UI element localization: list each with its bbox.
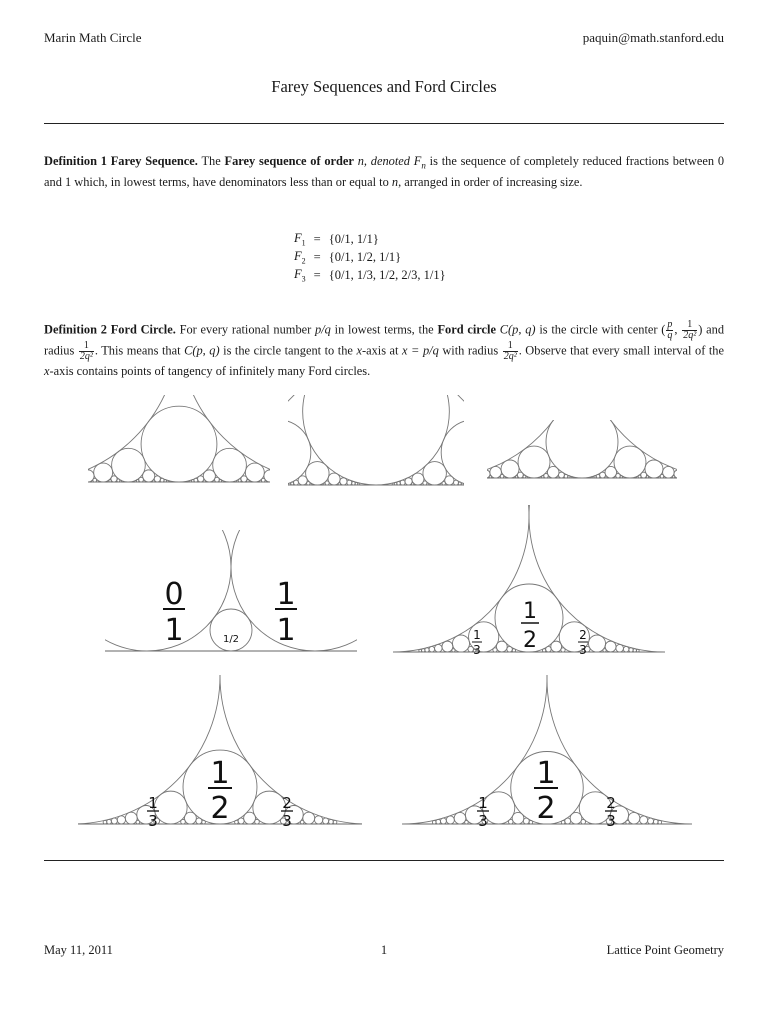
def1-symbol: F [413, 154, 422, 168]
def2-text: and radius [44, 322, 725, 358]
ford-circle [561, 648, 565, 652]
label-numerator: 0 [164, 577, 184, 612]
def2-text: . Observe that every small interval of the [518, 343, 724, 358]
def2-math: x [356, 343, 362, 358]
label-denominator: 1 [164, 613, 184, 648]
ford-circle [419, 649, 422, 652]
ford-circle [565, 818, 571, 824]
ford-circle [160, 478, 164, 482]
eq-lhs: F [294, 230, 302, 245]
ford-circle [108, 481, 109, 482]
def1-text: The [201, 154, 221, 168]
fraction-1-2 [208, 756, 232, 826]
def2-math: p/q [315, 322, 331, 337]
page-number: 1 [380, 943, 388, 957]
ford-circle [633, 649, 636, 652]
ford-circle [185, 812, 197, 824]
ford-circle-figures [0, 390, 768, 850]
eq-rhs: {0/1, 1/2, 1/1} [328, 249, 402, 264]
def2-text: -axis at [361, 343, 399, 358]
eq-sign: = [313, 267, 321, 282]
ford-circle [548, 476, 550, 478]
ford-circle [636, 649, 639, 652]
ford-circle [442, 641, 453, 652]
ford-circle [551, 641, 562, 652]
def2-text: For every rational number [179, 322, 312, 337]
ford-circle [238, 818, 244, 824]
def2-math: C(p, q) [499, 322, 536, 337]
def2-math: C(p, q) [184, 343, 220, 358]
ford-circle [143, 480, 145, 482]
svg-text:3: 3 [282, 812, 292, 830]
ford-circle [392, 483, 394, 485]
def2-text: in lowest terms, the [334, 322, 434, 337]
ford-circle [628, 812, 640, 824]
ford-circle [591, 477, 592, 478]
def2-label: Definition 2 Ford Circle. [44, 322, 176, 337]
ford-circle [517, 472, 523, 478]
ford-circle [181, 819, 186, 824]
ford-circle [581, 819, 586, 824]
ford-circle [300, 820, 304, 824]
ford-circle [422, 649, 425, 652]
fraction-1-3 [472, 628, 482, 657]
ford-circle [489, 476, 491, 478]
ford-circle [188, 481, 189, 482]
ford-circle [514, 477, 515, 478]
svg-text:2: 2 [282, 794, 292, 812]
label-numerator: 1 [536, 756, 556, 791]
ford-circle [512, 812, 524, 824]
eq-sub: 3 [301, 274, 306, 284]
ford-circle [120, 480, 122, 482]
ford-circle [454, 812, 466, 824]
ford-circle [241, 476, 247, 482]
ford-circle [547, 534, 768, 824]
ford-circle [333, 820, 337, 824]
ford-circle [92, 480, 94, 482]
ford-circle [196, 818, 202, 824]
ford-circle [465, 820, 469, 824]
ford-circle [564, 474, 568, 478]
svg-text:1: 1 [478, 794, 488, 812]
ford-circle [508, 819, 513, 824]
eq-rhs: {0/1, 1/3, 1/2, 2/3, 1/1} [328, 267, 446, 282]
svg-text:1/2: 1/2 [222, 634, 240, 645]
ford-circle [194, 478, 198, 482]
ford-circle [623, 646, 629, 652]
bottom-rule [44, 860, 724, 861]
ford-circle [111, 818, 117, 824]
ford-circle [429, 646, 435, 652]
ford-circle [0, 390, 179, 482]
ford-circle [303, 390, 450, 485]
ford-circle [658, 820, 662, 824]
fraction-0-1 [163, 577, 185, 648]
ford-circle [323, 483, 325, 485]
ford-circle [441, 420, 506, 485]
ford-circle [246, 420, 311, 485]
ford-circle [117, 816, 125, 824]
ford-circle [605, 476, 607, 478]
svg-text:3: 3 [606, 812, 616, 830]
ford-circle [496, 641, 507, 652]
fraction-1-3 [147, 794, 159, 830]
def2-math: x = p/q [402, 343, 439, 358]
ford-circle [572, 477, 573, 478]
ford-circle [63, 483, 231, 651]
ford-circle [255, 819, 260, 824]
ford-circle [260, 480, 262, 482]
def1-label: Definition 1 Farey Sequence. [44, 154, 198, 168]
ford-circle [507, 646, 513, 652]
ford-circle [294, 480, 299, 485]
svg-text:3: 3 [148, 812, 158, 830]
ford-circle [294, 390, 582, 478]
footer-right: Lattice Point Geometry [606, 943, 724, 957]
ford-circle [512, 649, 515, 652]
ford-circle [649, 477, 650, 478]
ford-circle [310, 483, 312, 485]
svg-text:2: 2 [579, 628, 587, 642]
ford-circle [329, 819, 334, 824]
ford-circle [125, 812, 137, 824]
equation-row [290, 230, 450, 248]
header-left: Marin Math Circle [44, 30, 142, 45]
fraction: $\frac{1}{\text{2q²}}$ [503, 340, 517, 362]
ford-circle [135, 480, 137, 482]
fraction: $\frac{1}{\text{2q²}}$ [79, 340, 93, 362]
ford-circle [358, 483, 360, 485]
ford-circle [107, 819, 112, 824]
definition-2: Definition 2 Ford Circle. For every rational number p/q in lowest terms, the Ford circle C(p, q) is the circle with center ( $\frac{p}{q}$ , $\frac{1}{\text{2q²}}$ ) and radius $\frac{1}{\text{2q²}}$ . This means that C(p, q) is the circle tangent to the x-axis at x = p/q with radius $\frac{1}{\text{2q²}}$ . Observe that every small interval of the x-axis contains points of tangency of infinitely many Ford circles. [44, 319, 725, 378]
eq-lhs: F [294, 248, 302, 263]
ford-circle [435, 644, 443, 652]
svg-text:1: 1 [148, 794, 158, 812]
ford-circle [640, 816, 648, 824]
label-numerator: 1 [210, 756, 230, 791]
svg-text:3: 3 [473, 643, 481, 657]
ford-circle [458, 482, 461, 485]
fraction-2-3 [605, 794, 617, 830]
ford-circle [436, 819, 441, 824]
fraction-2-3 [281, 794, 293, 830]
ford-circle [461, 483, 463, 485]
ford-circle [136, 820, 140, 824]
def1-symbol-sub: n [421, 160, 426, 171]
ford-circle [96, 480, 98, 482]
ford-circle [570, 812, 582, 824]
fraction-1-2-small [223, 634, 239, 645]
def2-text: . This means that [94, 343, 181, 358]
ford-circle [0, 390, 376, 485]
ford-circle [236, 480, 238, 482]
footer-date: May 11, 2011 [44, 943, 113, 957]
ford-circle [622, 477, 623, 478]
fraction-2-3 [578, 628, 588, 657]
fraction-1-1 [275, 577, 297, 648]
ford-circle [325, 481, 329, 485]
def1-text: , arranged in order of increasing size. [398, 175, 583, 190]
label-numerator: 1 [276, 577, 296, 612]
def2-math: x [44, 364, 50, 378]
ford-circle [289, 483, 291, 485]
ford-circle [244, 812, 256, 824]
page-title: Farey Sequences and Ford Circles [271, 77, 497, 96]
ford-circle [213, 480, 215, 482]
def1-symbol: n [391, 175, 399, 190]
ford-circle [397, 482, 400, 485]
ford-circle [445, 476, 454, 485]
svg-text:1: 1 [473, 628, 481, 642]
def2-text: is the circle with center [539, 322, 658, 337]
def1-term: Farey sequence of order [224, 154, 354, 168]
ford-circle [0, 528, 220, 824]
def2-text: -axis contains points of tangency of infinitely many Ford circles. [49, 364, 371, 378]
ford-circle [616, 644, 624, 652]
equation-row [290, 248, 450, 266]
ford-circle [626, 820, 630, 824]
fraction: $\frac{p}{q}$ [667, 319, 673, 341]
ford-circle [338, 483, 340, 485]
label-denominator: 2 [210, 791, 230, 826]
header-right: paquin@math.stanford.edu [582, 30, 724, 45]
svg-text:3: 3 [579, 643, 587, 657]
ford-circle [648, 818, 654, 824]
ford-circle [315, 816, 323, 824]
ford-circle [493, 648, 497, 652]
eq-sub: 2 [301, 256, 306, 266]
eq-rhs: {0/1, 1/1} [328, 231, 379, 246]
ford-circle [231, 483, 399, 651]
ford-circle [400, 480, 405, 485]
ford-circle [111, 476, 117, 482]
ford-circle [446, 816, 454, 824]
ford-circle [629, 648, 633, 652]
equation-row [290, 266, 450, 284]
ford-circle [637, 476, 639, 478]
ford-circle [202, 820, 206, 824]
farey-equations [290, 230, 450, 284]
fraction: $\frac{1}{\text{2q²}}$ [683, 319, 697, 341]
ford-circle [452, 649, 455, 652]
ford-circle [203, 480, 205, 482]
ford-circle [546, 646, 552, 652]
ford-circle [499, 477, 500, 478]
ford-circle [664, 477, 665, 478]
ford-circle [347, 480, 352, 485]
label-numerator: 1 [523, 599, 537, 624]
ford-circle [504, 476, 506, 478]
fraction-1-3 [477, 794, 489, 830]
ford-circle [103, 820, 107, 824]
ford-circle [672, 476, 674, 478]
ford-circle [557, 476, 559, 478]
ford-circle [614, 476, 616, 478]
ford-circle [605, 641, 616, 652]
ford-circle [303, 812, 315, 824]
def2-text: is the circle tangent to the [223, 343, 353, 358]
ford-circle [179, 390, 482, 482]
label-denominator: 2 [536, 791, 556, 826]
ford-circle [540, 477, 541, 478]
ford-circle [529, 820, 533, 824]
ford-circle [352, 482, 355, 485]
ford-circle [653, 819, 658, 824]
ford-circle [561, 820, 565, 824]
label-denominator: 1 [276, 613, 296, 648]
ford-circle [440, 483, 442, 485]
svg-text:2: 2 [606, 794, 616, 812]
ford-circle [659, 476, 661, 478]
ford-circle [153, 480, 155, 482]
def2-text: with radius [442, 343, 499, 358]
ford-circle [265, 480, 267, 482]
ford-circle [596, 474, 600, 478]
fraction-1-2 [534, 756, 558, 826]
ford-circle [526, 476, 528, 478]
def1-text: is the sequence of completely reduced fractions between 0 and 1 which, in lowest terms, have denominators less than or equal to [44, 154, 725, 190]
ford-circle [432, 820, 436, 824]
ford-circle [298, 476, 307, 485]
ford-circle [440, 818, 446, 824]
ford-circle [427, 483, 429, 485]
ford-circle [529, 390, 768, 652]
ford-circle [168, 481, 169, 482]
ford-circle [641, 472, 647, 478]
ford-circle [423, 481, 427, 485]
ford-circle [220, 528, 516, 824]
ford-circle [323, 818, 329, 824]
ford-circle [523, 818, 529, 824]
fraction-1-2 [521, 599, 539, 653]
ford-circle [376, 390, 768, 485]
def1-text: n, denoted [357, 154, 411, 168]
ford-circle [249, 481, 250, 482]
eq-lhs: F [294, 266, 302, 281]
label-denominator: 2 [523, 628, 537, 653]
ford-circle [291, 482, 294, 485]
ford-circle [425, 648, 429, 652]
ford-circle [603, 649, 606, 652]
definition-1 [44, 153, 724, 191]
ford-circle [257, 534, 547, 824]
ford-circle [257, 390, 529, 652]
svg-text:3: 3 [478, 812, 488, 830]
ford-circle [222, 480, 224, 482]
eq-sign: = [313, 249, 321, 264]
eq-sub: 1 [301, 238, 306, 248]
eq-sign: = [313, 231, 321, 246]
ford-circle [235, 820, 239, 824]
def2-term: Ford circle [437, 322, 497, 337]
top-rule [44, 123, 724, 124]
ford-circle [542, 649, 545, 652]
ford-circle [412, 483, 414, 485]
ford-circle [454, 480, 459, 485]
ford-circle [141, 406, 217, 482]
